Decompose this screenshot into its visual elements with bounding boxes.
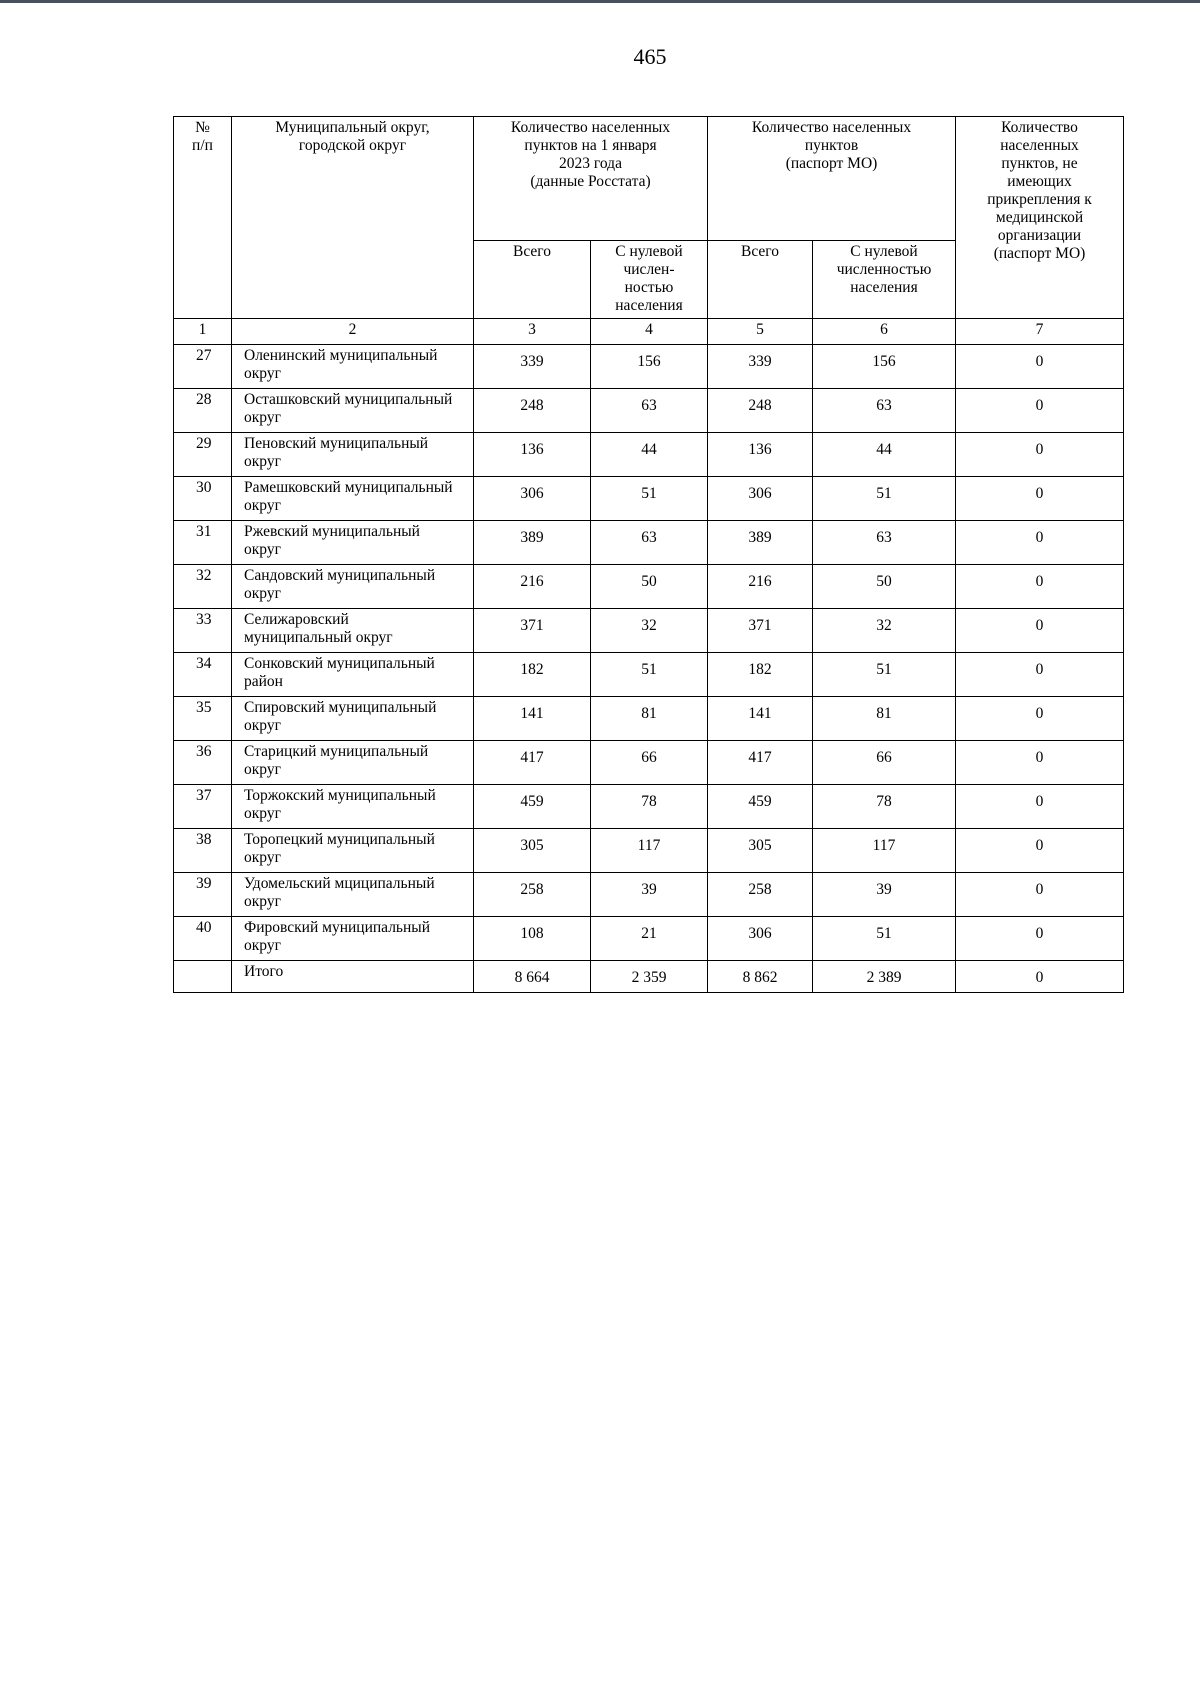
passport-total-cell: 306 (708, 477, 813, 521)
rosstat-total-cell: 459 (474, 785, 591, 829)
rosstat-zero-cell: 51 (591, 477, 708, 521)
rosstat-zero-cell: 21 (591, 917, 708, 961)
rosstat-total-cell: 136 (474, 433, 591, 477)
no-attachment-cell: 0 (956, 433, 1124, 477)
table-row (174, 609, 1124, 653)
row-number: 33 (174, 609, 232, 653)
passport-zero-cell: 44 (813, 433, 956, 477)
passport-zero-cell: 51 (813, 653, 956, 697)
table-row (174, 741, 1124, 785)
total-row (174, 961, 1124, 993)
header-district: Муниципальный округ, городской округ (232, 117, 474, 319)
no-attachment-cell: 0 (956, 477, 1124, 521)
passport-zero-cell: 78 (813, 785, 956, 829)
rosstat-total-cell: 216 (474, 565, 591, 609)
district-name: Сонковский муниципальный район (232, 653, 474, 697)
rosstat-zero-cell: 156 (591, 345, 708, 389)
rosstat-zero-cell: 39 (591, 873, 708, 917)
table-row (174, 389, 1124, 433)
rosstat-zero-cell: 63 (591, 389, 708, 433)
passport-total-cell: 216 (708, 565, 813, 609)
row-number: 29 (174, 433, 232, 477)
passport-total-cell: 339 (708, 345, 813, 389)
district-name: Старицкий муниципальный округ (232, 741, 474, 785)
row-number: 28 (174, 389, 232, 433)
total-rosstat-total: 8 664 (474, 961, 591, 993)
page-number: 465 (633, 44, 667, 69)
row-number: 30 (174, 477, 232, 521)
row-number: 37 (174, 785, 232, 829)
table-row (174, 873, 1124, 917)
header-no: № п/п (174, 117, 232, 319)
no-attachment-cell: 0 (956, 521, 1124, 565)
table-row (174, 697, 1124, 741)
passport-total-cell: 258 (708, 873, 813, 917)
header-no-attachment: Количество населенных пунктов, не имеющих прикрепления к медицинской организации (паспорт МО) (956, 117, 1124, 319)
rosstat-total-cell: 141 (474, 697, 591, 741)
no-attachment-cell: 0 (956, 873, 1124, 917)
passport-zero-cell: 117 (813, 829, 956, 873)
total-rosstat-zero: 2 359 (591, 961, 708, 993)
district-name: Торжокский муниципальный округ (232, 785, 474, 829)
district-name: Осташковский муниципальный округ (232, 389, 474, 433)
row-number: 35 (174, 697, 232, 741)
no-attachment-cell: 0 (956, 741, 1124, 785)
passport-zero-cell: 63 (813, 521, 956, 565)
column-number: 1 (174, 319, 232, 345)
rosstat-zero-cell: 50 (591, 565, 708, 609)
passport-zero-cell: 39 (813, 873, 956, 917)
no-attachment-cell: 0 (956, 389, 1124, 433)
no-attachment-cell: 0 (956, 565, 1124, 609)
district-name: Спировский муниципальный округ (232, 697, 474, 741)
table-row (174, 565, 1124, 609)
table-row (174, 521, 1124, 565)
column-number: 7 (956, 319, 1124, 345)
header-row (174, 117, 1124, 241)
column-number: 2 (232, 319, 474, 345)
rosstat-zero-cell: 78 (591, 785, 708, 829)
passport-zero-cell: 156 (813, 345, 956, 389)
passport-zero-cell: 66 (813, 741, 956, 785)
no-attachment-cell: 0 (956, 697, 1124, 741)
header-rosstat-zero: С нулевой числен- ностью населения (591, 241, 708, 319)
passport-zero-cell: 51 (813, 477, 956, 521)
header-passport-zero: С нулевой численностью населения (813, 241, 956, 319)
district-name: Ржевский муниципальный округ (232, 521, 474, 565)
settlements-table (173, 116, 1124, 993)
table-row (174, 829, 1124, 873)
passport-total-cell: 371 (708, 609, 813, 653)
passport-total-cell: 141 (708, 697, 813, 741)
district-name: Пеновский муниципальный округ (232, 433, 474, 477)
rosstat-total-cell: 417 (474, 741, 591, 785)
rosstat-zero-cell: 51 (591, 653, 708, 697)
row-number: 34 (174, 653, 232, 697)
rosstat-zero-cell: 117 (591, 829, 708, 873)
total-label: Итого (232, 961, 474, 993)
column-number: 5 (708, 319, 813, 345)
total-empty-cell (174, 961, 232, 993)
rosstat-total-cell: 339 (474, 345, 591, 389)
rosstat-zero-cell: 66 (591, 741, 708, 785)
table-row (174, 345, 1124, 389)
row-number: 31 (174, 521, 232, 565)
passport-total-cell: 248 (708, 389, 813, 433)
rosstat-total-cell: 108 (474, 917, 591, 961)
rosstat-total-cell: 389 (474, 521, 591, 565)
passport-total-cell: 306 (708, 917, 813, 961)
table-row (174, 917, 1124, 961)
row-number: 36 (174, 741, 232, 785)
row-number: 27 (174, 345, 232, 389)
rosstat-zero-cell: 63 (591, 521, 708, 565)
passport-total-cell: 389 (708, 521, 813, 565)
total-passport-zero: 2 389 (813, 961, 956, 993)
passport-total-cell: 305 (708, 829, 813, 873)
passport-zero-cell: 50 (813, 565, 956, 609)
rosstat-zero-cell: 32 (591, 609, 708, 653)
header-passport-group: Количество населенных пунктов (паспорт МО) (708, 117, 956, 241)
passport-total-cell: 417 (708, 741, 813, 785)
row-number: 40 (174, 917, 232, 961)
passport-zero-cell: 63 (813, 389, 956, 433)
row-number: 32 (174, 565, 232, 609)
district-name: Фировский муниципальный округ (232, 917, 474, 961)
passport-total-cell: 136 (708, 433, 813, 477)
district-name: Селижаровский муниципальный округ (232, 609, 474, 653)
no-attachment-cell: 0 (956, 653, 1124, 697)
district-name: Сандовский муниципальный округ (232, 565, 474, 609)
total-no-attachment: 0 (956, 961, 1124, 993)
rosstat-total-cell: 306 (474, 477, 591, 521)
total-passport-total: 8 862 (708, 961, 813, 993)
passport-total-cell: 459 (708, 785, 813, 829)
rosstat-zero-cell: 44 (591, 433, 708, 477)
no-attachment-cell: 0 (956, 609, 1124, 653)
rosstat-total-cell: 305 (474, 829, 591, 873)
district-name: Удомельский мциципальный округ (232, 873, 474, 917)
no-attachment-cell: 0 (956, 829, 1124, 873)
passport-zero-cell: 51 (813, 917, 956, 961)
row-number: 38 (174, 829, 232, 873)
table-row (174, 785, 1124, 829)
header-rosstat-total: Всего (474, 241, 591, 319)
district-name: Торопецкий муниципальный округ (232, 829, 474, 873)
district-name: Оленинский муниципальный округ (232, 345, 474, 389)
scan-edge (0, 0, 1200, 3)
rosstat-total-cell: 371 (474, 609, 591, 653)
rosstat-total-cell: 258 (474, 873, 591, 917)
table-row (174, 653, 1124, 697)
column-number: 3 (474, 319, 591, 345)
rosstat-total-cell: 182 (474, 653, 591, 697)
district-name: Рамешковский муниципальный округ (232, 477, 474, 521)
passport-total-cell: 182 (708, 653, 813, 697)
passport-zero-cell: 32 (813, 609, 956, 653)
rosstat-zero-cell: 81 (591, 697, 708, 741)
table-row (174, 433, 1124, 477)
no-attachment-cell: 0 (956, 785, 1124, 829)
table-row (174, 477, 1124, 521)
no-attachment-cell: 0 (956, 345, 1124, 389)
no-attachment-cell: 0 (956, 917, 1124, 961)
column-number-row (174, 319, 1124, 345)
header-rosstat-group: Количество населенных пунктов на 1 января 2023 года (данные Росстата) (474, 117, 708, 241)
column-number: 6 (813, 319, 956, 345)
rosstat-total-cell: 248 (474, 389, 591, 433)
header-passport-total: Всего (708, 241, 813, 319)
row-number: 39 (174, 873, 232, 917)
column-number: 4 (591, 319, 708, 345)
passport-zero-cell: 81 (813, 697, 956, 741)
